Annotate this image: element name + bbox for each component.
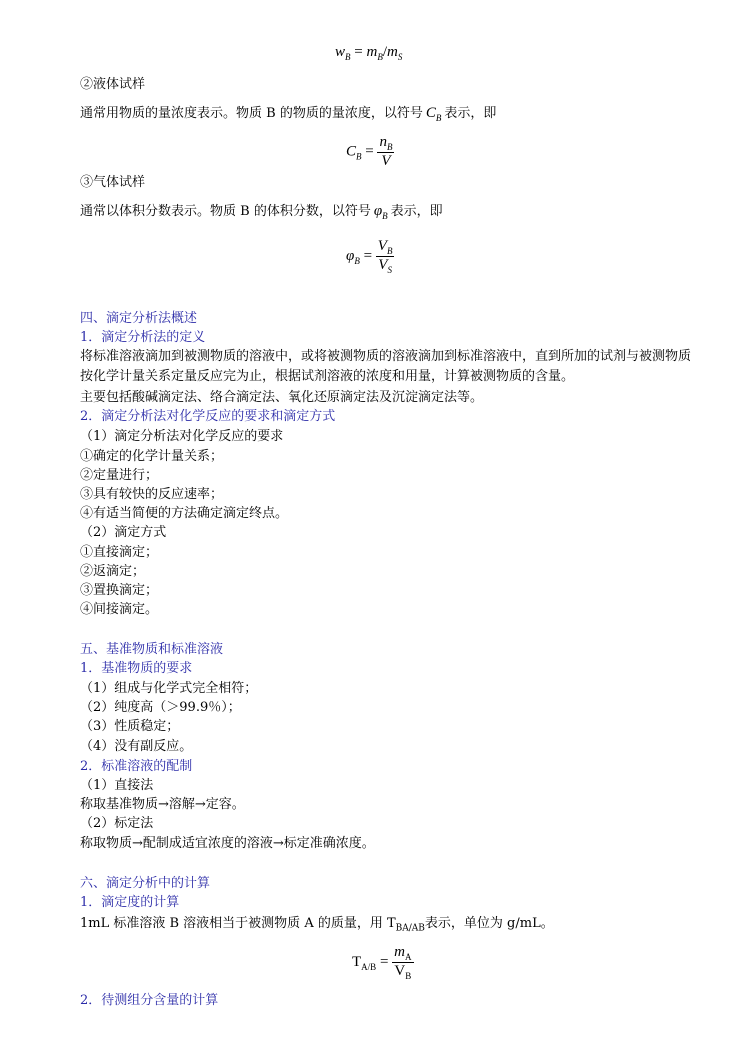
text-segment: 表示，单位为 g/mL。 [424,916,554,931]
gas-heading: ③气体试样 [80,175,146,190]
section5-title: 五、基准物质和标准溶液 [80,642,224,657]
section6-desc [80,915,554,938]
formula-subscript: B [386,142,393,152]
formula-numerator: m [394,944,405,960]
list-item: ③具有较快的反应速率； [80,487,224,502]
direct-desc: 称取基准物质→溶解→定容。 [80,797,245,812]
formula-slash: / [382,44,387,60]
text-segment: 表示，即 [444,106,497,121]
formula-numerator: V [377,238,387,254]
formula-numerator: n [379,134,387,150]
list-item: （3）性质稳定； [80,719,180,734]
direct-method: （1）直接法 [80,778,154,793]
formula-subscript: A/B [361,961,377,972]
mode-title: （2）滴定方式 [80,525,167,540]
formula-equals: = [363,247,373,264]
text-segment: 1mL 标准溶液 B 溶液相当于被测物质 A 的质量，用 T [80,916,396,931]
formula-denominator: V [378,257,388,273]
formula-symbol: C [425,105,436,121]
liquid-heading: ②液体试样 [80,77,146,92]
list-item: ①直接滴定； [80,545,159,560]
formula-equals: = [379,953,389,970]
formula-symbol: T [352,953,362,970]
formula-subscript: S [387,265,392,275]
formula-subscript: B [382,211,388,221]
formula-volume-fraction [346,238,394,275]
list-item: ①确定的化学计量关系； [80,449,224,464]
section6-sub1: 1．滴定度的计算 [80,895,180,910]
list-item: （4）没有副反应。 [80,739,193,754]
list-item: ④间接滴定。 [80,602,159,617]
list-item: ④有适当简便的方法确定滴定终点。 [80,506,289,521]
list-item: ②返滴定； [80,564,146,579]
formula-subscript: B [405,971,412,981]
req-title: （1）滴定分析法对化学反应的要求 [80,429,284,444]
formula-subscript: B [386,246,393,256]
gas-text [80,202,443,225]
formula-molar-concentration [346,134,394,170]
list-item: ②定量进行； [80,468,159,483]
formula-equals: = [365,143,374,160]
list-item: （1）组成与化学式完全相符； [80,681,258,696]
section4-sub2: 2．滴定分析法对化学反应的要求和滴定方式 [80,409,336,424]
text-segment: 通常以体积分数表示。物质 B 的体积分数，以符号 [80,204,371,219]
section4-title: 四、滴定分析法概述 [80,311,198,326]
text-subscript: BA/AB [395,923,425,934]
list-item: （2）纯度高（＞99.9％）； [80,700,241,715]
text-segment: 通常用物质的量浓度表示。物质 B 的物质的量浓度，以符号 [80,106,423,121]
list-item: ③置换滴定； [80,583,159,598]
formula-symbol: φ [373,203,383,219]
section4-sub1: 1．滴定分析法的定义 [80,330,206,345]
section4-para2: 主要包括酸碱滴定法、络合滴定法、氧化还原滴定法及沉淀滴定法等。 [80,390,484,405]
formula-denominator: V [394,963,406,979]
section6-title: 六、滴定分析中的计算 [80,876,211,891]
formula-subscript: B [377,52,383,62]
formula-equals: = [354,44,363,60]
formula-symbol: m [387,44,398,60]
formula-subscript: B [356,151,362,162]
calib-desc: 称取物质→配制成适宜浓度的溶液→标定准确浓度。 [80,836,375,851]
formula-symbol: w [335,44,346,60]
calib-method: （2）标定法 [80,816,154,831]
text-segment: 表示，即 [390,204,443,219]
section5-sub1: 1．基准物质的要求 [80,661,193,676]
formula-subscript: B [435,113,442,123]
formula-subscript: B [345,52,351,62]
formula-fraction [377,134,394,170]
formula-fraction [392,944,413,981]
formula-mass-fraction [335,44,402,62]
formula-titer [352,944,414,981]
formula-subscript: A [405,952,412,962]
formula-symbol: m [366,44,378,60]
section4-para1: 将标准溶液滴加到被测物质的溶液中，或将被测物质的溶液滴加到标准溶液中，直到所加的试剂与被测物质按化学计量关系定量反应完为止，根据试剂溶液的浓度和用量，计算被测物质的含量。 [80,349,692,384]
liquid-text [80,104,496,127]
formula-symbol: C [346,143,357,160]
section5-sub2: 2．标准溶液的配制 [80,759,193,774]
section6-sub2: 2．待测组分含量的计算 [80,993,219,1008]
formula-symbol: φ [346,247,355,264]
formula-fraction [376,238,395,275]
formula-subscript: B [354,255,360,266]
formula-denominator: V [381,153,391,169]
formula-subscript: S [397,52,403,62]
